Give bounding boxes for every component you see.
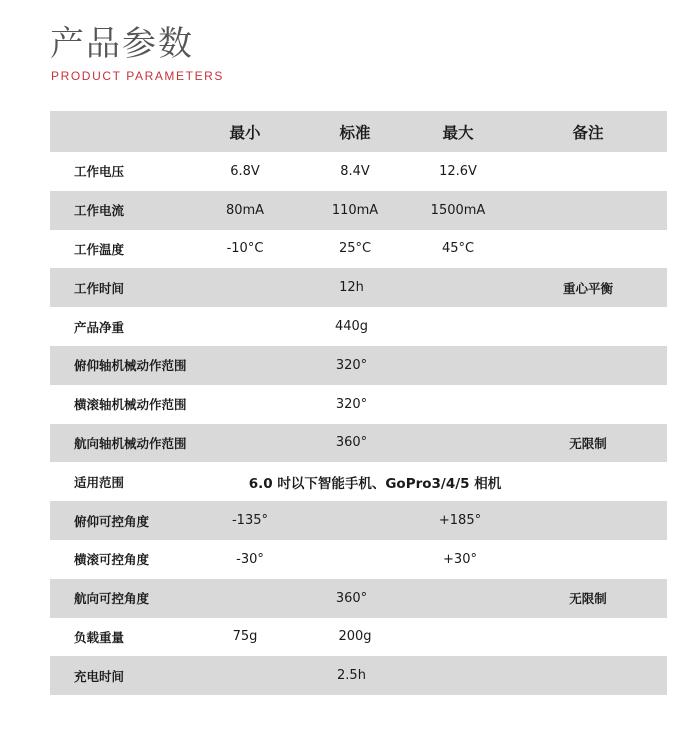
header-note: 备注 xyxy=(572,123,604,142)
row-label: 充电时间 xyxy=(74,668,125,684)
table-row xyxy=(50,618,667,657)
row-label: 工作时间 xyxy=(74,280,125,296)
table-row xyxy=(50,307,667,346)
value-min: 75g xyxy=(232,629,258,645)
value-min: 6.8V xyxy=(230,163,260,179)
row-label: 工作电流 xyxy=(74,203,125,219)
value-compatibility: 6.0 吋以下智能手机、GoPro3/4/5 相机 xyxy=(248,475,502,492)
value-note: 重心平衡 xyxy=(562,280,613,296)
value-standard: 360° xyxy=(335,435,368,451)
header-min: 最小 xyxy=(229,123,261,142)
table-row xyxy=(50,579,667,618)
table-row xyxy=(50,540,667,579)
row-label: 俯仰轴机械动作范围 xyxy=(74,358,187,374)
row-label: 产品净重 xyxy=(74,319,125,335)
table-row xyxy=(50,152,667,191)
table-row xyxy=(50,191,667,230)
value-standard: 2.5h xyxy=(337,668,366,684)
row-label: 负载重量 xyxy=(74,629,125,645)
value-note: 无限制 xyxy=(569,435,607,451)
value-standard: 8.4V xyxy=(340,163,370,179)
table-row xyxy=(50,385,667,424)
value-standard: 25°C xyxy=(338,241,372,257)
value-low: -135° xyxy=(231,513,268,529)
table-row xyxy=(50,656,667,695)
header-max: 最大 xyxy=(442,123,474,142)
value-standard: 360° xyxy=(335,590,368,606)
table-header-row xyxy=(50,111,667,152)
value-max: 45°C xyxy=(441,241,475,257)
value-min: -10°C xyxy=(226,241,264,257)
value-standard: 110mA xyxy=(331,202,379,218)
value-high: +185° xyxy=(438,513,482,529)
value-high: +30° xyxy=(443,551,477,567)
value-max: 12.6V xyxy=(439,163,477,179)
page-subtitle: PRODUCT PARAMETERS xyxy=(51,69,225,83)
table-row xyxy=(50,268,667,307)
value-standard: 320° xyxy=(335,396,368,412)
value-note: 无限制 xyxy=(569,591,607,607)
row-label: 航向可控角度 xyxy=(74,591,150,607)
row-label: 工作温度 xyxy=(74,241,125,257)
row-label: 横滚轴机械动作范围 xyxy=(74,397,187,413)
row-label: 俯仰可控角度 xyxy=(74,513,150,529)
table-row xyxy=(50,424,667,463)
value-low: -30° xyxy=(236,551,264,567)
row-label: 适用范围 xyxy=(74,474,125,490)
value-standard: 12h xyxy=(339,280,364,296)
parameters-table xyxy=(50,111,667,695)
row-label: 横滚可控角度 xyxy=(74,552,150,568)
value-min: 80mA xyxy=(225,202,265,218)
value-standard: 440g xyxy=(334,319,369,335)
table-row xyxy=(50,230,667,269)
value-max: 1500mA xyxy=(430,202,486,218)
page-title: 产品参数 xyxy=(50,24,194,64)
table-row xyxy=(50,462,667,501)
value-standard: 200g xyxy=(338,629,372,645)
row-label: 工作电压 xyxy=(74,164,125,180)
value-standard: 320° xyxy=(335,357,368,373)
row-label: 航向轴机械动作范围 xyxy=(74,435,187,451)
table-row xyxy=(50,501,667,540)
table-row xyxy=(50,346,667,385)
header-standard: 标准 xyxy=(339,123,371,142)
